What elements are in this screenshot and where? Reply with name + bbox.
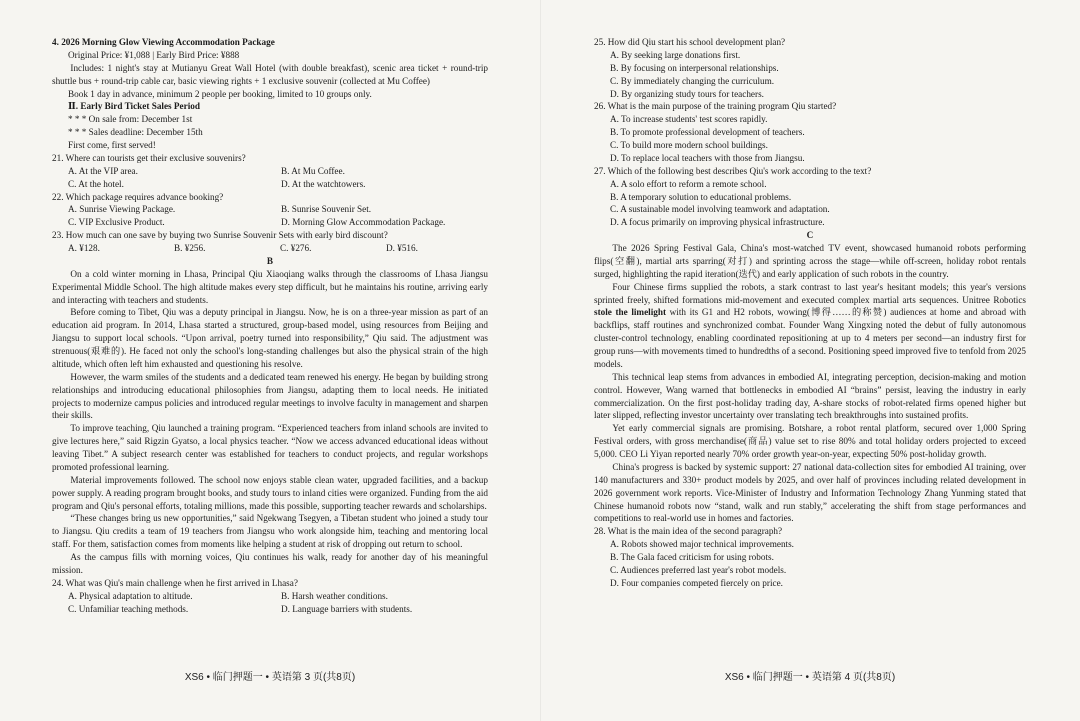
first-come-note: First come, first served! (68, 140, 156, 150)
q21-options-row2 (52, 178, 488, 191)
passage-b-p2: Before coming to Tibet, Qiu was a deputy principal in Jiangsu. Now, he is on a three-year mission as part of an education aid program. In 2014, Lhasa started a structured, group-based model, using resources from Beijing and Jiangsu to support local schools. “Upon arrival, poetry turned into responsibility,” Qiu said. The adjustment was strenuous(艰难的). He faced not only the school's long-standing challenges but also the physical strain of the high altitude, which often left him exhausted and questioning his resolve. (52, 307, 488, 369)
q27-option-c: C. A sustainable model involving teamwork and adaptation. (610, 204, 830, 215)
question-21: 21. Where can tourists get their exclusive souvenirs? (52, 152, 246, 163)
question-24: 24. What was Qiu's main challenge when he first arrived in Lhasa? (52, 577, 298, 588)
q21-option-d: D. At the watchtowers. (281, 178, 366, 189)
passage-c-p4: Yet early commercial signals are promising. Botshare, a robot rental platform, secured over 1,000 Spring Festival orders, with gross merchandise(商品) value set to rise 80% and total holiday orders projected to exceed 5,000. CEO Li Yiyan reported nearly 70% order growth year-on-year, expecting 50% post-holiday growth. (594, 423, 1026, 459)
q26-option-c: C. To build more modern school buildings. (610, 140, 768, 150)
passage-b-p3: However, the warm smiles of the students and a dedicated team renewed his energy. He began by building strong relationships and introducing educational philosophies from Jiangsu, adapting them to local needs. He initiated projects to modernize campus policies and introduced regular meetings to involve faculty in management and sharpen their skills. (52, 371, 488, 421)
passage-c-p2-text-start: Four Chinese firms supplied the robots, a stark contrast to last year's hesitant models; this year's versions sprinted freely, shifted formations mid-movement and executed complex martial arts sequences. Unitree Robotics (594, 281, 1026, 305)
passage-c-label: C (806, 230, 814, 241)
q28-option-b: B. The Gala faced criticism for using robots. (610, 552, 774, 562)
q24-options-row2 (52, 603, 488, 616)
q24-options-row1 (52, 590, 488, 603)
q22-option-c: C. VIP Exclusive Product. (68, 217, 165, 228)
left-page (52, 36, 488, 709)
q22-options-row2 (52, 216, 488, 229)
q28-option-d: D. Four companies competed fiercely on price. (610, 577, 783, 588)
question-22: 22. Which package requires advance booking? (52, 191, 224, 202)
package4-includes: Includes: 1 night's stay at Mutianyu Great Wall Hotel (with double breakfast), scenic area ticket + round-trip shuttle bus + round-trip cable car, basic viewing rights + 1 exclusive souvenir (collected at Mu Coffee) (52, 62, 488, 86)
q23-option-b: B. ¥256. (174, 243, 206, 253)
q25-option-b: B. By focusing on interpersonal relationships. (610, 62, 779, 73)
q27-option-a: A. A solo effort to reform a remote school. (610, 178, 767, 189)
left-page-footer: XS6 • 临门押题一 • 英语第 3 页(共8页) (184, 672, 356, 683)
passage-c-p5: China's progress is backed by systemic support: 27 national data-collection sites for embodied AI training, over 140 manufacturers and 330+ product models by 2025, and over half of provinces including related development in 2026 government work reports. Vice-Minister of Industry and Information Technology Zhang Yunming stated that Chinese humanoid robots now “stand, walk and run stably,” accelerating the shift from stage performances and competitions to real-world use in homes and factories. (594, 461, 1026, 524)
q22-option-b: B. Sunrise Souvenir Set. (281, 204, 372, 215)
q28-option-c: C. Audiences preferred last year's robot models. (610, 564, 787, 575)
question-28: 28. What is the main idea of the second paragraph? (594, 526, 783, 537)
q25-option-d: D. By organizing study tours for teachers. (610, 88, 764, 99)
page-gutter (540, 0, 541, 721)
q26-option-b: B. To promote professional development of teachers. (610, 127, 805, 138)
q26-option-a: A. To increase students' test scores rapidly. (610, 114, 768, 125)
q27-option-b: B. A temporary solution to educational problems. (610, 191, 792, 202)
question-23: 23. How much can one save by buying two Sunrise Souvenir Sets with early bird discount? (52, 230, 388, 241)
sale-from: * * * On sale from: December 1st (68, 114, 193, 125)
q21-option-b: B. At Mu Coffee. (281, 165, 345, 176)
q26-option-d: D. To replace local teachers with those from Jiangsu. (610, 152, 805, 163)
passage-b-p6: “These changes bring us new opportunities,” said Ngekwang Tsegyen, a Tibetan student who joined a study tour to Jiangsu. Qiu credits a team of 19 teachers from Jiangsu who work alongside him, teaching and mentoring local staff. For them, satisfaction comes from moments like helping a student at risk of dropping out return to school. (52, 513, 488, 550)
q21-options-row1 (52, 165, 488, 178)
q25-option-c: C. By immediately changing the curriculum. (610, 75, 775, 86)
passage-c-p1: The 2026 Spring Festival Gala, China's most-watched TV event, showcased humanoid robots performing flips(空翻), martial arts sparring(对打) and sprinting across the stage—while off-screen, holiday robot rentals surged, highlighting the rapid iteration(迭代) and early application of such robots in the country. (594, 243, 1026, 279)
q23-option-d: D. ¥516. (386, 243, 418, 253)
q23-options (52, 242, 488, 255)
passage-b-p5: Material improvements followed. The school now enjoys stable clean water, upgraded facilities, and a backup power supply. A reading program brought books, and study tours to inland cities were organized. Funding from the aid program and Qiu's personal efforts, totaling millions, made this possible, supporting teacher rewards and scholarships. (52, 474, 488, 511)
q24-option-a: A. Physical adaptation to altitude. (68, 590, 193, 601)
q27-option-d: D. A focus primarily on improving physical infrastructure. (610, 217, 825, 228)
passage-b-p4: To improve teaching, Qiu launched a training program. “Experienced teachers from inland schools are invited to give lectures here,” said Rigzin Gyatso, a local physics teacher. “Now we access advanced educational ideas without leaving Tibet.” A subject research center was established for teachers to conduct projects, and regular workshops promoted professional learning. (52, 423, 488, 472)
passage-c-p2-text-end: with its G1 and H2 robots, wowing(博得……的称赞) audiences at home and abroad with backflips, staff routines and synchronized combat. Founder Wang Xingxing noted the debut of fully autonomous cluster-control technology, enabling coordinated repositioning at up to 4 meters per second—an industry first for group runs—with movements timed to hundredths of a second. Positioning speed improved five to tenfold from 2025 models. (594, 307, 1027, 369)
passage-c-p3: This technical leap stems from advances in embodied AI, integrating perception, decision-making and motion control. However, Wang warned that bottlenecks in embodied AI “brains” persist, leaving the industry in early commercialization. On the first post-holiday trading day, A-share stocks of robot-related firms opened higher but later slipped, reflecting investor uncertainty over translating tech breakthroughs into sustained profits. (594, 371, 1026, 421)
package4-booking: Book 1 day in advance, minimum 2 people per booking, limited to 10 groups only. (68, 88, 372, 99)
stole-the-limelight-phrase: stole the limelight (594, 307, 667, 318)
passage-b-p7: As the campus fills with morning voices, Qiu continues his walk, ready for another day of his meaningful mission. (52, 552, 488, 575)
passage-b-label: B (266, 255, 274, 266)
q24-option-c: C. Unfamiliar teaching methods. (68, 603, 189, 614)
sales-deadline: * * * Sales deadline: December 15th (68, 127, 203, 138)
q22-options-row1 (52, 203, 488, 216)
q23-option-a: A. ¥128. (68, 243, 100, 253)
q21-option-a: A. At the VIP area. (68, 165, 138, 176)
passage-b-p1: On a cold winter morning in Lhasa, Principal Qiu Xiaoqiang walks through the classrooms of Lhasa Jiangsu Experimental Middle School. The high altitude makes every step difficult, but he maintains his routine, arriving early and interacting with teachers and students. (52, 268, 488, 305)
q24-option-b: B. Harsh weather conditions. (281, 590, 388, 601)
package4-title: 4. 2026 Morning Glow Viewing Accommodation Package (52, 37, 275, 47)
q23-option-c: C. ¥276. (280, 243, 312, 253)
package4-price: Original Price: ¥1,088 | Early Bird Price: ¥888 (68, 49, 240, 60)
right-page-footer: XS6 • 临门押题一 • 英语第 4 页(共8页) (724, 672, 896, 683)
q25-option-a: A. By seeking large donations first. (610, 49, 741, 60)
q22-option-a: A. Sunrise Viewing Package. (68, 204, 176, 215)
right-page (594, 36, 1026, 709)
q24-option-d: D. Language barriers with students. (281, 603, 413, 614)
question-25: 25. How did Qiu start his school development plan? (594, 37, 786, 47)
section2-title: Ⅱ. Early Bird Ticket Sales Period (68, 101, 200, 112)
q28-option-a: A. Robots showed major technical improvements. (610, 539, 794, 550)
q22-option-d: D. Morning Glow Accommodation Package. (281, 217, 446, 228)
question-26: 26. What is the main purpose of the training program Qiu started? (594, 101, 837, 112)
q21-option-c: C. At the hotel. (68, 178, 124, 189)
passage-c-p2 (594, 281, 1026, 371)
question-27: 27. Which of the following best describes Qiu's work according to the text? (594, 165, 872, 176)
